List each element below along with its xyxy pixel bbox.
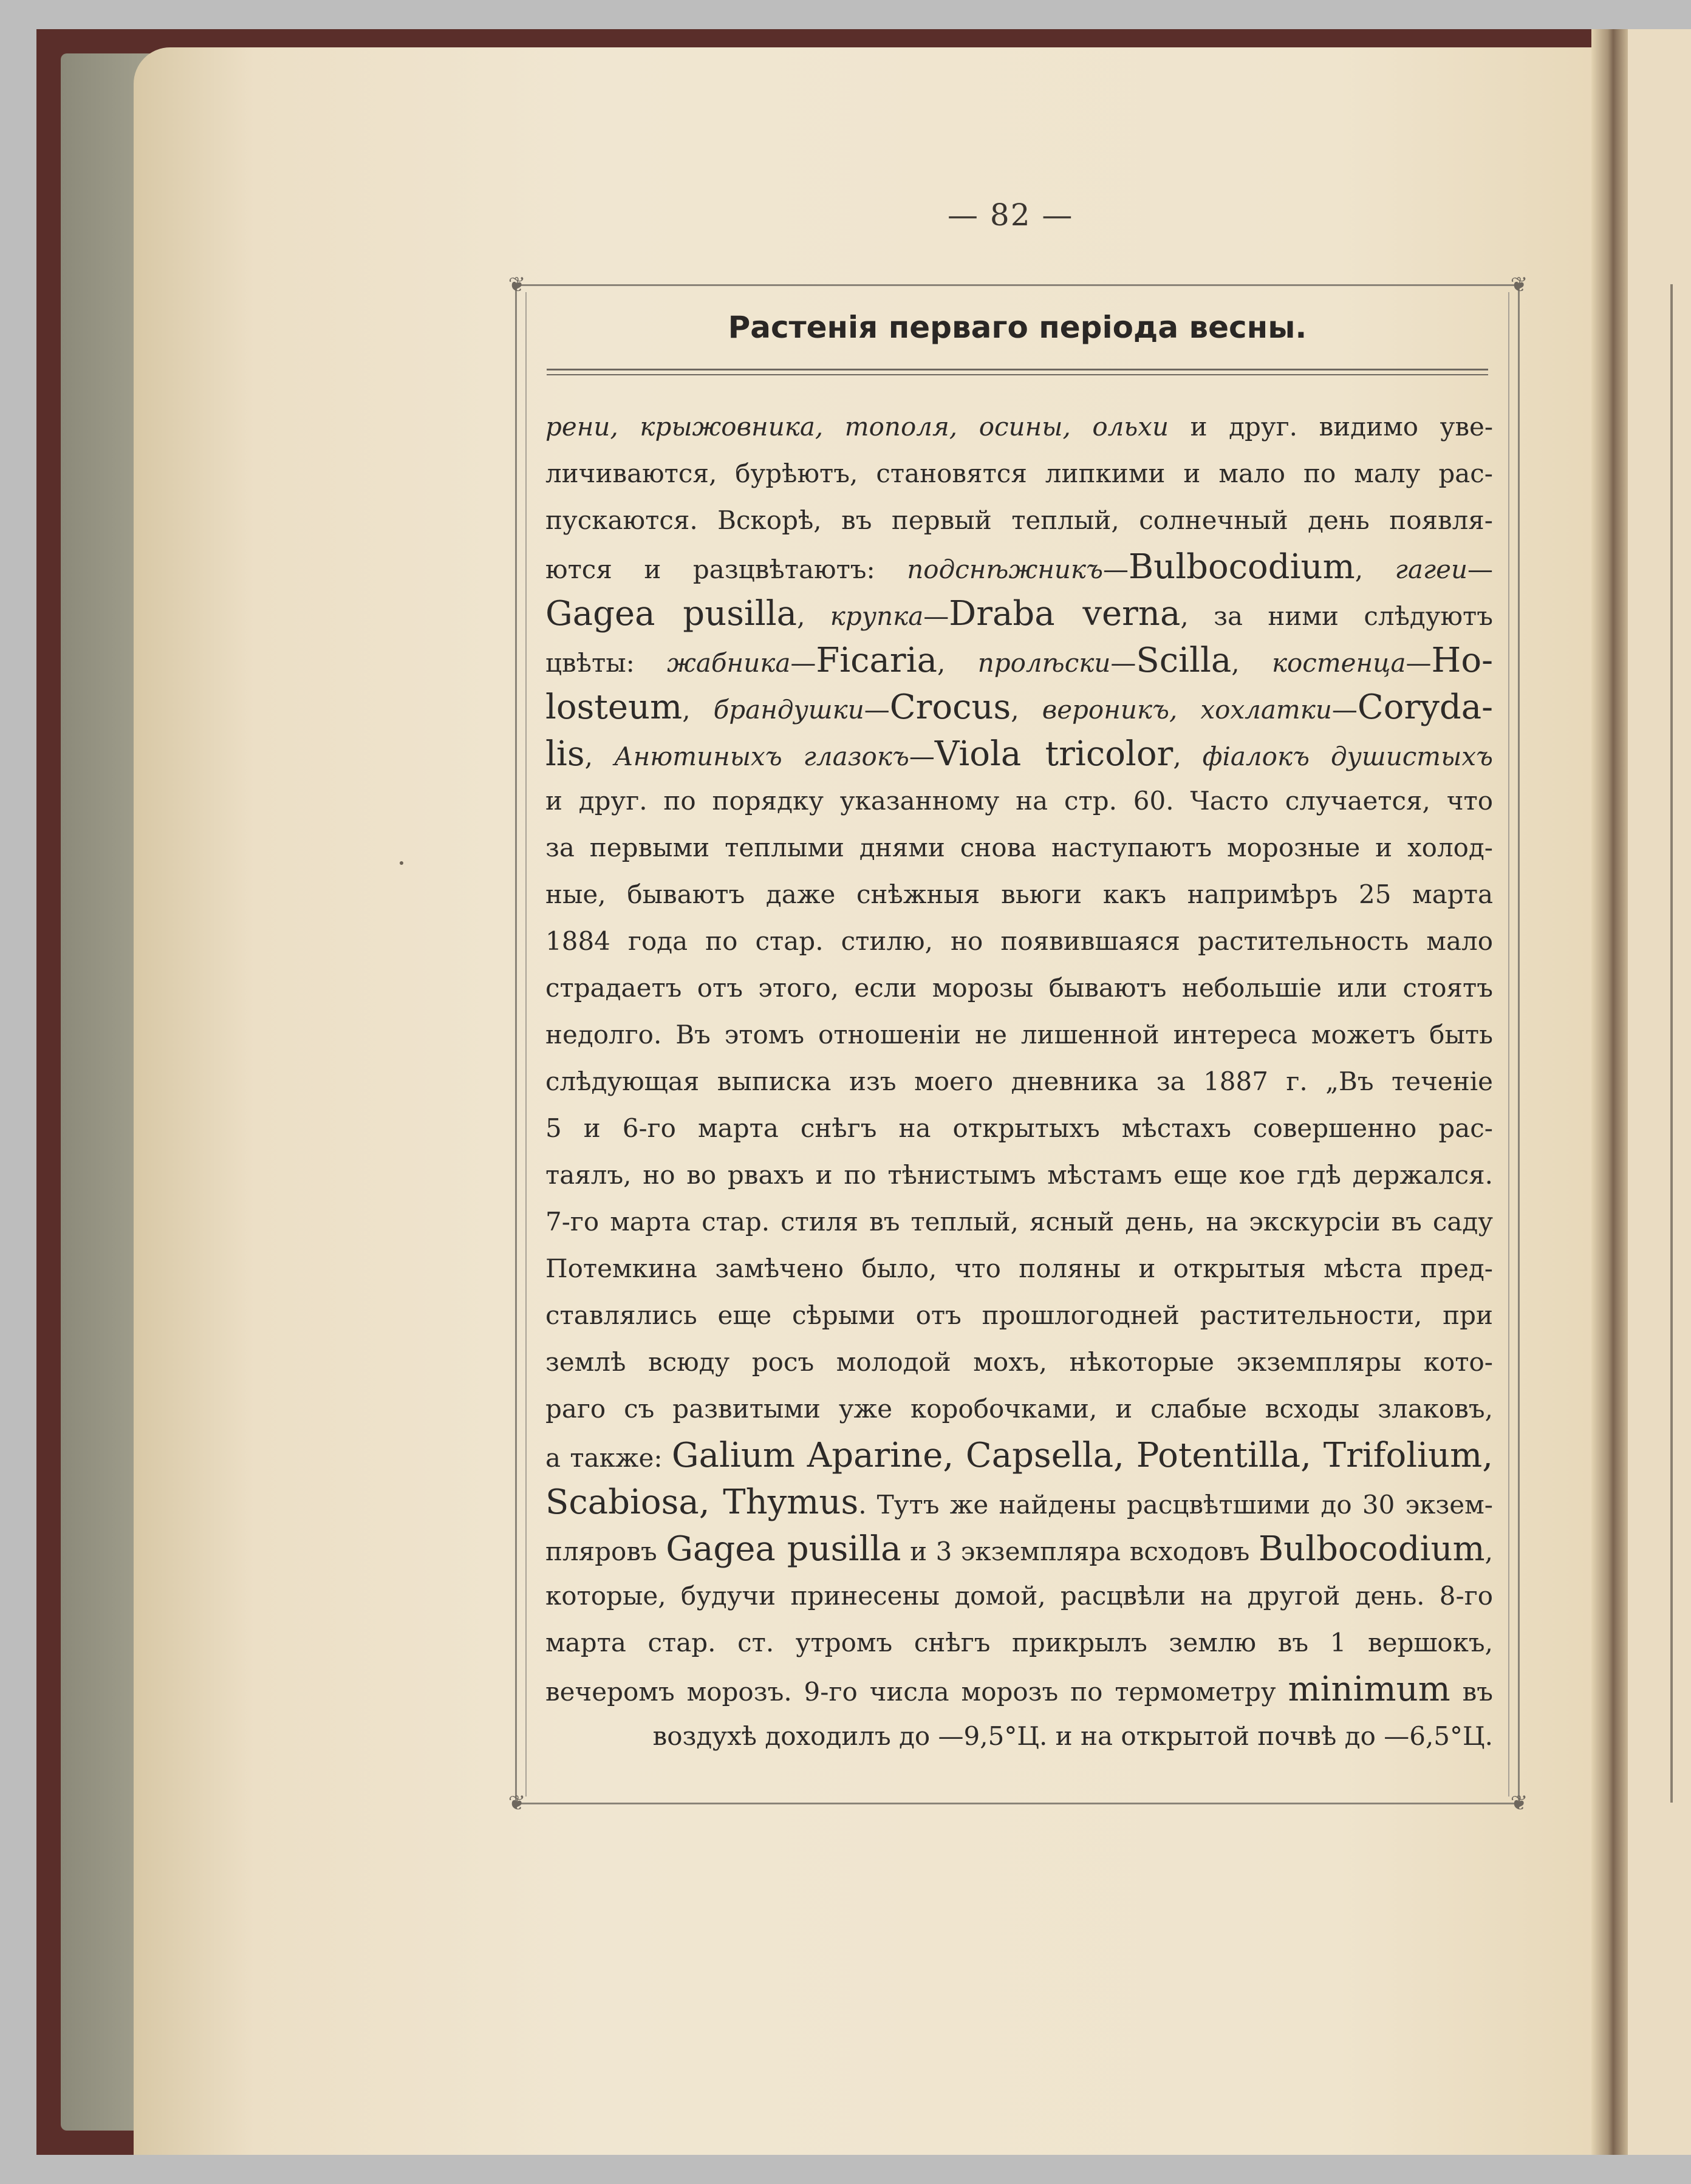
text-run: 7-го марта стар. стиля въ теплый, ясный день, на экскурсіи въ саду <box>545 1207 1493 1237</box>
text-line <box>545 1011 1493 1058</box>
italic-term: пролѣски <box>977 648 1111 678</box>
text-run: 1884 года по стар. стилю, но появившаяся растительность мало <box>545 926 1493 956</box>
corner-ornament-icon: ❦ <box>508 1791 526 1815</box>
text-line <box>545 1245 1493 1292</box>
text-line <box>545 964 1493 1011</box>
text-line <box>545 1339 1493 1385</box>
latin-name: Draba verna <box>949 594 1181 633</box>
text-run: таялъ, но во рвахъ и по тѣнистымъ мѣстамъ еще кое гдѣ держался. <box>545 1160 1493 1190</box>
paper-speck <box>400 861 403 865</box>
text-line <box>545 1432 1493 1479</box>
text-line <box>545 918 1493 964</box>
text-line <box>545 1713 1493 1759</box>
text-line <box>545 1666 1493 1713</box>
text-run: а также: <box>545 1443 672 1473</box>
latin-name: Galium Aparine, Capsella, Potentilla, Trifolium, <box>671 1436 1493 1475</box>
title-rule-top <box>547 369 1488 370</box>
text-run: — <box>1406 648 1432 678</box>
latin-name: losteum <box>545 688 683 727</box>
italic-term: рени, крыжовника, тополя, осины, ольхи <box>545 412 1169 442</box>
text-run: — <box>790 648 816 678</box>
text-line <box>545 1058 1493 1105</box>
title-rule-bottom <box>547 374 1488 375</box>
text-line <box>545 1619 1493 1666</box>
book-gutter <box>1591 29 1628 2155</box>
text-line <box>545 1385 1493 1432</box>
text-run: ются и разцвѣтаютъ: <box>545 555 907 584</box>
text-run: , <box>937 648 978 678</box>
chapter-title: Растенія перваго періода весны. <box>728 310 1307 345</box>
latin-name: Bulbocodium <box>1128 547 1355 587</box>
text-run: пляровъ <box>545 1537 666 1566</box>
text-line <box>545 1152 1493 1198</box>
text-run: — <box>1331 695 1358 725</box>
text-run: . Тутъ же найдены расцвѣтшими до 30 экзем- <box>858 1490 1493 1520</box>
text-run: — <box>1102 555 1129 584</box>
latin-name: Crocus <box>889 688 1011 727</box>
italic-term: вероникъ, хохлатки <box>1042 695 1332 725</box>
text-run: — <box>909 742 935 771</box>
text-run: — <box>864 695 890 725</box>
text-line <box>545 824 1493 871</box>
text-line <box>545 544 1493 590</box>
text-line <box>545 1292 1493 1339</box>
text-line <box>545 1198 1493 1245</box>
text-run: , <box>682 695 714 725</box>
text-run: раго съ развитыми уже коробочками, и слабые всходы злаковъ, <box>545 1394 1493 1424</box>
text-run: , <box>584 742 614 771</box>
italic-term: брандушки <box>713 695 864 725</box>
italic-term: подснѣжникъ <box>907 555 1103 584</box>
italic-term: крупка <box>830 601 924 631</box>
text-run: , <box>1011 695 1042 725</box>
latin-name: lis <box>545 734 585 774</box>
text-run: которые, будучи принесены домой, расцвѣли на другой день. 8-го <box>545 1581 1493 1611</box>
italic-term: жабника <box>667 648 791 678</box>
text-run: 5 и 6-го марта снѣгъ на открытыхъ мѣстахъ совершенно рас- <box>545 1113 1493 1143</box>
text-run: вечеромъ морозъ. 9-го числа морозъ по термометру <box>545 1677 1288 1707</box>
text-line <box>545 450 1493 497</box>
text-run: и 3 экземпляра всходовъ <box>901 1537 1259 1566</box>
text-run: марта стар. ст. утромъ снѣгъ прикрылъ землю въ 1 вершокъ, <box>545 1628 1493 1657</box>
latin-name: Scilla <box>1136 641 1232 680</box>
text-line <box>545 497 1493 544</box>
text-line <box>545 777 1493 824</box>
latin-name: Ho- <box>1431 641 1494 680</box>
text-run: ные, бываютъ даже снѣжныя вьюги какъ напримѣръ 25 марта <box>545 879 1493 909</box>
text-run: — <box>1110 648 1136 678</box>
text-run: — <box>923 601 949 631</box>
text-line <box>545 684 1493 731</box>
latin-name: Viola tricolor <box>934 734 1173 774</box>
text-run: за первыми теплыми днями снова наступаютъ морозные и холод- <box>545 833 1493 862</box>
text-line <box>545 637 1493 684</box>
text-run: слѣдующая выписка изъ моего дневника за 1887 г. „Въ теченіе <box>545 1066 1493 1096</box>
latin-name: Bulbocodium <box>1258 1529 1485 1569</box>
text-line <box>545 1526 1493 1572</box>
body-text <box>545 403 1493 1759</box>
text-run: пускаются. Вскорѣ, въ первый теплый, солнечный день появля- <box>545 505 1493 535</box>
text-run: воздухѣ доходилъ до —9,5°Ц. и на открытой почвѣ до —6,5°Ц. <box>652 1721 1493 1751</box>
text-run: страдаетъ отъ этого, если морозы бываютъ небольшіе или стоятъ <box>545 973 1493 1003</box>
text-line <box>545 590 1493 637</box>
italic-term: Анютиныхъ глазокъ <box>613 742 909 771</box>
text-run: личиваются, бурѣютъ, становятся липкими и мало по малу рас- <box>545 459 1493 488</box>
text-run: , <box>1355 555 1395 584</box>
text-line <box>545 731 1493 777</box>
latin-name: Ficaria <box>816 641 937 680</box>
text-run: , <box>1173 742 1203 771</box>
latin-name: Gagea pusilla <box>666 1529 901 1569</box>
text-line <box>545 1572 1493 1619</box>
text-run: и друг. по порядку указанному на стр. 60. Часто случается, что <box>545 786 1493 816</box>
facing-page-edge <box>1628 29 1691 2155</box>
facing-page-frame <box>1670 284 1673 1803</box>
text-line <box>545 1105 1493 1152</box>
text-line <box>545 1479 1493 1526</box>
text-run: — <box>1467 555 1493 584</box>
text-run: и друг. видимо уве- <box>1169 412 1494 442</box>
italic-term: фіалокъ душистыхъ <box>1202 742 1493 771</box>
italic-term: костенца <box>1271 648 1406 678</box>
latin-name: Coryda- <box>1357 688 1493 727</box>
italic-term: гагеи <box>1395 555 1467 584</box>
text-run: , <box>1231 648 1272 678</box>
text-run: ставлялись еще сѣрыми отъ прошлогодней растительности, при <box>545 1300 1493 1330</box>
text-run: землѣ всюду росъ молодой мохъ, нѣкоторые экземпляры кото- <box>545 1347 1493 1377</box>
text-run: , <box>797 601 830 631</box>
corner-ornament-icon: ❦ <box>1510 273 1528 297</box>
text-run: Потемкина замѣчено было, что поляны и открытыя мѣста пред- <box>545 1254 1493 1283</box>
corner-ornament-icon: ❦ <box>508 273 526 297</box>
text-run: , <box>1484 1537 1493 1566</box>
page-number: — 82 — <box>948 197 1074 233</box>
text-line <box>545 403 1493 450</box>
latin-name: Gagea pusilla <box>545 594 798 633</box>
text-line <box>545 871 1493 918</box>
latin-name: minimum <box>1288 1670 1450 1709</box>
latin-name: Scabiosa, Thymus <box>545 1483 859 1522</box>
text-run: , за ними слѣдуютъ <box>1180 601 1494 631</box>
text-run: цвѣты: <box>545 648 668 678</box>
text-run: въ <box>1450 1677 1493 1707</box>
text-run: недолго. Въ этомъ отношеніи не лишенной интереса можетъ быть <box>545 1020 1493 1049</box>
corner-ornament-icon: ❦ <box>1510 1791 1528 1815</box>
